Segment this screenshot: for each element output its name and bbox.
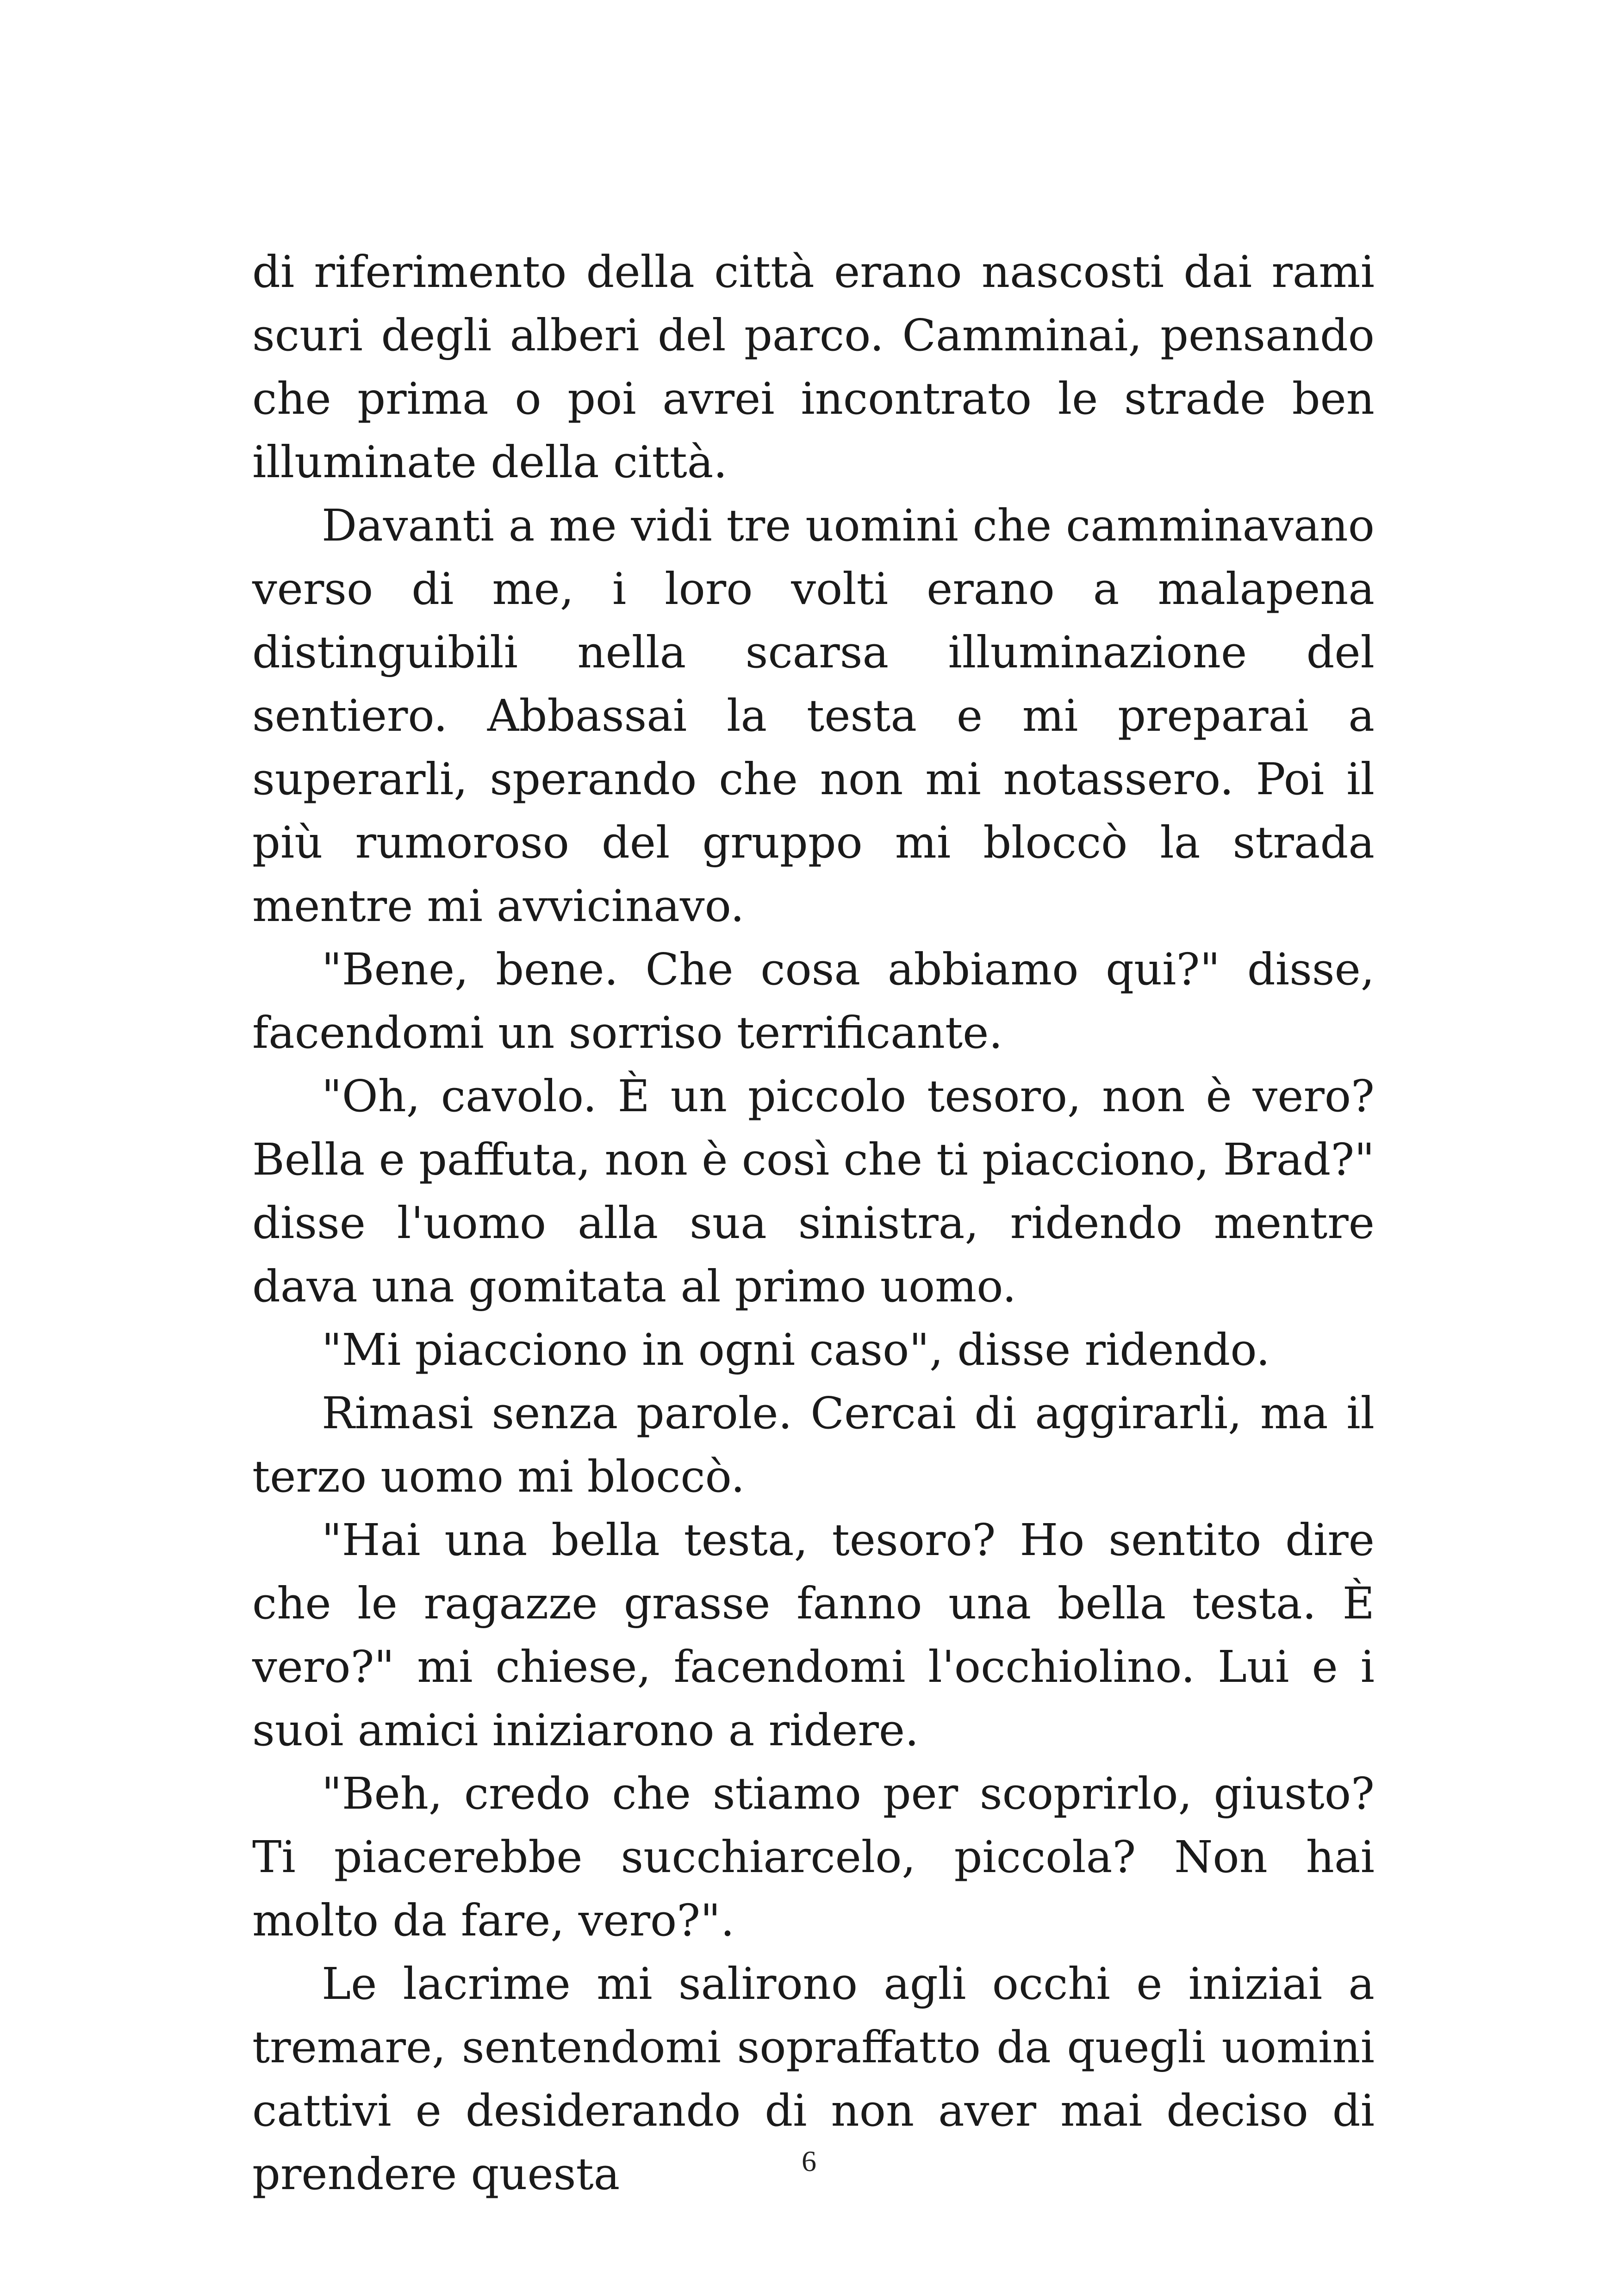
page-number: 6 xyxy=(802,2145,816,2178)
paragraph-7: "Hai una bella testa, tesoro? Ho sentito dire che le ragazze grasse fanno una bella testa. È vero?" mi chiese, facendomi l'occhiolino. Lui e i suoi amici iniziarono a ridere. xyxy=(252,1515,1375,1756)
paragraph-5: "Mi piacciono in ogni caso", disse ridendo. xyxy=(322,1325,1270,1375)
paragraph-6: Rimasi senza parole. Cercai di aggirarli, ma il terzo uomo mi bloccò. xyxy=(252,1388,1375,1502)
paragraph-1: di riferimento della città erano nascosti dai rami scuri degli alberi del parco. Camminai, pensando che prima o poi avrei incontrato le strade ben illuminate della città. xyxy=(252,247,1375,488)
paragraph-4: "Oh, cavolo. È un piccolo tesoro, non è vero? Bella e paffuta, non è così che ti piacciono, Brad?" disse l'uomo alla sua sinistra, ridendo mentre dava una gomitata al primo uomo. xyxy=(252,1071,1375,1312)
page-body xyxy=(252,241,1375,2206)
paragraph-2: Davanti a me vidi tre uomini che camminavano verso di me, i loro volti erano a malapena distinguibili nella scarsa illuminazione del sentiero. Abbassai la testa e mi preparai a superarli, sperando che non mi notassero. Poi il più rumoroso del gruppo mi bloccò la strada mentre mi avvicinavo. xyxy=(252,500,1375,932)
paragraph-9: Le lacrime mi salirono agli occhi e iniziai a tremare, sentendomi sopraffatto da quegli uomini cattivi e desiderando di non aver mai deciso di prendere questa xyxy=(252,1959,1375,2200)
paragraph-8: "Beh, credo che stiamo per scoprirlo, giusto? Ti piacerebbe succhiarcelo, piccola? Non hai molto da fare, vero?". xyxy=(252,1768,1375,1946)
paragraph-3: "Bene, bene. Che cosa abbiamo qui?" disse, facendomi un sorriso terrificante. xyxy=(252,944,1375,1058)
